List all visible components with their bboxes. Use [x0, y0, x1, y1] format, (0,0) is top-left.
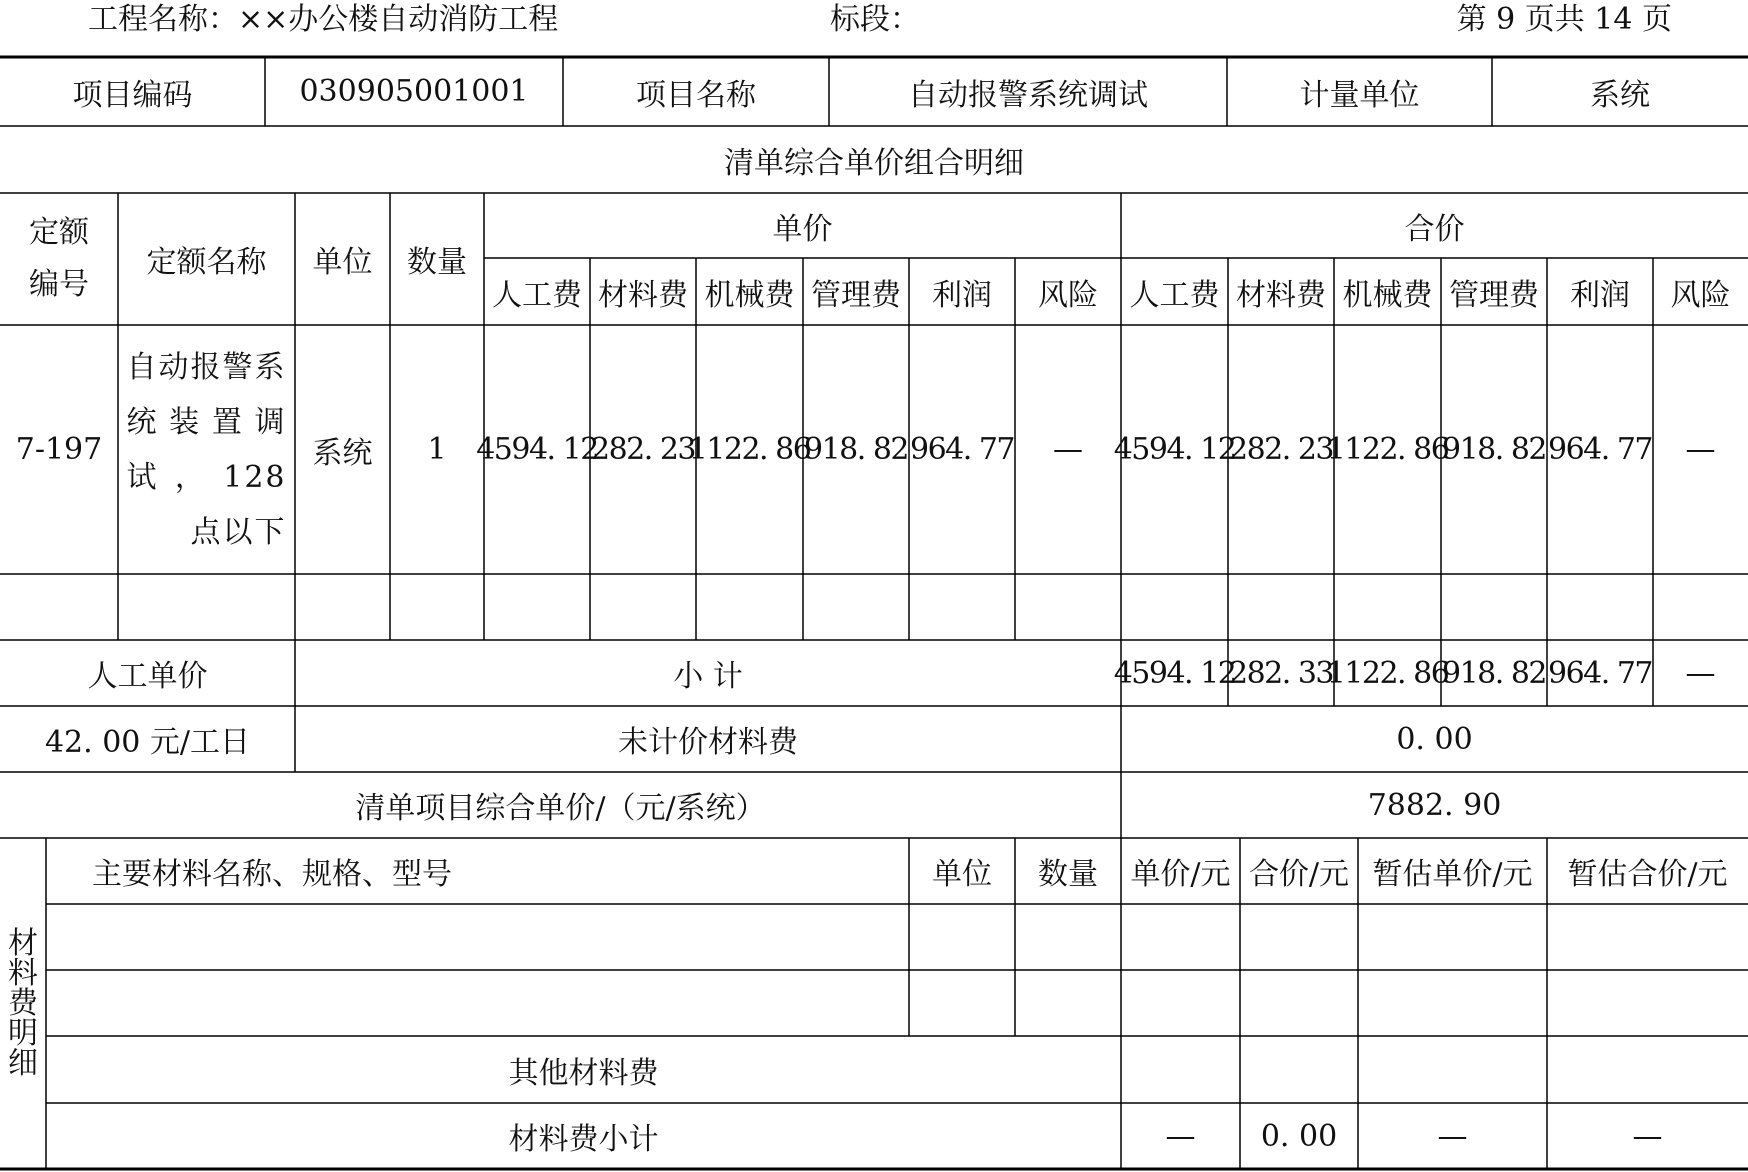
item-unit-label: 计量单位 — [1299, 77, 1420, 113]
row-up-risk: — — [1053, 432, 1083, 467]
row-up-machine: 1122. 86 — [688, 432, 811, 467]
page-number: 第 9 页共 14 页 — [1456, 2, 1672, 37]
row-up-profit: 964. 77 — [909, 432, 1014, 467]
other-material-label: 其他材料费 — [508, 1055, 659, 1091]
materials-side-cell — [0, 838, 46, 1169]
material-subtotal-unit-price: — — [1165, 1118, 1196, 1154]
mat-col-unit-price: 单价/元 — [1130, 857, 1231, 892]
subtotal-profit: 964. 77 — [1547, 655, 1652, 691]
unpriced-material-value: 0. 00 — [1396, 721, 1473, 757]
labor-rate-label: 人工单价 — [87, 659, 208, 694]
row-tp-material: 282. 23 — [1228, 432, 1333, 467]
col-unit: 单位 — [312, 245, 373, 280]
item-unit: 系统 — [1590, 77, 1650, 113]
row-tp-labor: 4594. 12 — [1113, 432, 1236, 467]
col-tp-management: 管理费 — [1449, 277, 1539, 313]
composite-label: 清单项目综合单价/（元/系统） — [355, 791, 766, 826]
materials-side-label: 材料费明细 — [8, 925, 38, 1081]
item-code: 030905001001 — [299, 74, 529, 109]
col-tp-profit: 利润 — [1570, 277, 1630, 313]
col-total-price: 合价 — [1404, 211, 1465, 247]
material-subtotal-label: 材料费小计 — [508, 1122, 659, 1157]
labor-rate: 42. 00 元/工日 — [44, 725, 251, 760]
row-quota-no: 7-197 — [15, 432, 103, 467]
row-tp-profit: 964. 77 — [1547, 432, 1652, 467]
item-code-label: 项目编码 — [72, 77, 193, 113]
col-tp-labor: 人工费 — [1129, 277, 1220, 313]
col-qty: 数量 — [407, 245, 467, 280]
mat-col-est-total: 暂估合价/元 — [1567, 857, 1728, 892]
mat-col-unit: 单位 — [932, 857, 992, 892]
material-subtotal-total: 0. 00 — [1260, 1118, 1338, 1154]
col-quota-no: 定额编号 — [29, 215, 89, 302]
subtotal-label: 小 计 — [673, 659, 743, 694]
row-quota-name: 自动报警系统装置调试，128 点以下 — [126, 349, 287, 550]
col-unit-price: 单价 — [772, 211, 833, 247]
row-up-management: 918. 82 — [803, 432, 908, 467]
subtotal-risk: — — [1685, 655, 1716, 691]
material-subtotal-est-unit: — — [1437, 1118, 1468, 1154]
item-name-label: 项目名称 — [636, 77, 756, 113]
mat-col-qty: 数量 — [1038, 857, 1098, 892]
col-tp-material: 材料费 — [1236, 277, 1326, 313]
subtotal-management: 918. 82 — [1441, 655, 1546, 691]
item-name: 自动报警系统调试 — [908, 77, 1148, 113]
subtotal-material: 282. 33 — [1228, 655, 1333, 691]
row-tp-management: 918. 82 — [1441, 432, 1546, 467]
row-unit: 系统 — [312, 435, 373, 471]
row-up-material: 282. 23 — [590, 432, 695, 467]
row-qty: 1 — [427, 432, 447, 467]
col-up-management: 管理费 — [811, 277, 901, 313]
subtotal-labor: 4594. 12 — [1113, 655, 1236, 691]
mat-col-est-unit: 暂估单价/元 — [1372, 857, 1533, 892]
mat-col-name: 主要材料名称、规格、型号 — [92, 857, 452, 892]
composite-value: 7882. 90 — [1367, 787, 1502, 823]
section-label: 标段： — [830, 2, 920, 37]
col-up-profit: 利润 — [932, 277, 992, 313]
unpriced-material-label: 未计价材料费 — [618, 725, 798, 760]
col-up-risk: 风险 — [1038, 277, 1098, 313]
project-name: 工程名称：××办公楼自动消防工程 — [88, 2, 559, 37]
row-quota-name-cell — [118, 325, 295, 574]
row-tp-machine: 1122. 86 — [1326, 432, 1449, 467]
col-up-machine: 机械费 — [704, 277, 795, 313]
subtotal-machine: 1122. 86 — [1326, 655, 1449, 691]
col-tp-risk: 风险 — [1670, 277, 1731, 313]
mat-col-total: 合价/元 — [1248, 857, 1350, 892]
col-quota-name: 定额名称 — [146, 245, 267, 280]
col-tp-machine: 机械费 — [1342, 277, 1433, 313]
row-tp-risk: — — [1685, 432, 1716, 467]
row-up-labor: 4594. 12 — [476, 432, 598, 467]
material-subtotal-est-total: — — [1632, 1118, 1663, 1154]
col-up-labor: 人工费 — [492, 277, 582, 313]
detail-title: 清单综合单价组合明细 — [724, 145, 1024, 181]
col-up-material: 材料费 — [598, 277, 688, 313]
